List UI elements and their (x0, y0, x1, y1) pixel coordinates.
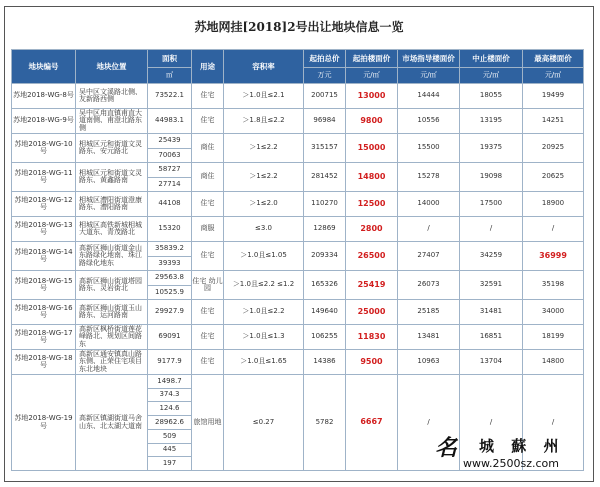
table-row (12, 300, 584, 325)
cell-guide: / (398, 375, 460, 471)
area-value: 25439 (148, 134, 191, 149)
header-area: 面积 (148, 50, 192, 68)
area-value: 28962.6 (148, 416, 191, 430)
cell-start-price: 11830 (346, 325, 398, 350)
unit-start-total: 万元 (304, 68, 346, 84)
cell-area (148, 217, 192, 242)
unit-mid: 元/㎡ (460, 68, 523, 84)
table-row (12, 217, 584, 242)
cell-far: ＞1.8且≤2.2 (224, 109, 304, 134)
cell-far: ＞1≤2.2 (224, 134, 304, 163)
cell-code: 苏地2018-WG-15号 (12, 271, 76, 300)
unit-guide: 元/㎡ (398, 68, 460, 84)
cell-start-total: 200715 (304, 84, 346, 109)
table-row (12, 163, 584, 192)
cell-guide: 15500 (398, 134, 460, 163)
cell-code: 苏地2018-WG-10号 (12, 134, 76, 163)
header-code: 地块编号 (12, 50, 76, 84)
area-value: 44983.1 (155, 116, 184, 125)
table-row (12, 350, 584, 375)
cell-start-price: 14800 (346, 163, 398, 192)
cell-mid: 19098 (460, 163, 523, 192)
cell-far: ＞1.0且≤2.2 (224, 300, 304, 325)
cell-use: 住宅 (192, 109, 224, 134)
cell-start-total: 106255 (304, 325, 346, 350)
cell-mid: / (460, 217, 523, 242)
cell-mid: 13195 (460, 109, 523, 134)
cell-use: 住宅 幼儿园 (192, 271, 224, 300)
cell-mid: 17500 (460, 192, 523, 217)
cell-guide: 10556 (398, 109, 460, 134)
watermark-name: 城 蘇 州 (479, 437, 565, 455)
cell-area (148, 350, 192, 375)
cell-code: 苏地2018-WG-14号 (12, 242, 76, 271)
cell-start-price: 26500 (346, 242, 398, 271)
cell-code: 苏地2018-WG-19号 (12, 375, 76, 471)
cell-max: 18900 (523, 192, 584, 217)
table-row (12, 271, 584, 300)
cell-start-total: 14386 (304, 350, 346, 375)
cell-use: 住宅 (192, 242, 224, 271)
area-value: 124.6 (148, 402, 191, 416)
area-value: 69091 (158, 332, 181, 341)
document-title: 苏地网挂[2018]2号出让地块信息一览 (194, 20, 404, 34)
cell-max: 14251 (523, 109, 584, 134)
cell-use: 住宅 (192, 325, 224, 350)
cell-use: 商住 (192, 134, 224, 163)
cell-use: 住宅 (192, 350, 224, 375)
cell-mid: 31481 (460, 300, 523, 325)
cell-start-total: 149640 (304, 300, 346, 325)
cell-area (148, 192, 192, 217)
cell-start-price: 6667 (346, 375, 398, 471)
cell-start-total: 281452 (304, 163, 346, 192)
cell-location: 相城区元和街道文灵路东、黄鑫路南 (76, 163, 148, 192)
cell-start-total: 96984 (304, 109, 346, 134)
cell-area (148, 84, 192, 109)
cell-max: 20625 (523, 163, 584, 192)
cell-start-price: 25419 (346, 271, 398, 300)
cell-guide: 15278 (398, 163, 460, 192)
cell-code: 苏地2018-WG-8号 (12, 84, 76, 109)
cell-location: 高新区狮山街道玉山路东、运河路南 (76, 300, 148, 325)
cell-use: 住宅 (192, 300, 224, 325)
cell-use: 住宅 (192, 192, 224, 217)
table-body (12, 84, 584, 471)
area-value: 1498.7 (148, 375, 191, 389)
header-start-price: 起拍楼面价 (346, 50, 398, 68)
unit-start-price: 元/㎡ (346, 68, 398, 84)
area-value: 27714 (158, 179, 181, 188)
cell-mid: 32591 (460, 271, 523, 300)
cell-location: 高新区狮山街道塔园路东、灵岩街北 (76, 271, 148, 300)
cell-start-price: 13000 (346, 84, 398, 109)
cell-max: 18199 (523, 325, 584, 350)
cell-mid: / (460, 375, 523, 471)
cell-mid: 18055 (460, 84, 523, 109)
cell-area (148, 300, 192, 325)
area-value: 509 (148, 430, 191, 444)
cell-start-total: 5782 (304, 375, 346, 471)
cell-code: 苏地2018-WG-11号 (12, 163, 76, 192)
area-value: 58727 (148, 163, 191, 178)
cell-mid: 13704 (460, 350, 523, 375)
cell-location: 相城区漕阳街道澄康路东、漕阳路南 (76, 192, 148, 217)
area-value: 44108 (158, 199, 181, 208)
header-max: 最高楼面价 (523, 50, 584, 68)
cell-use: 旅馆用地 (192, 375, 224, 471)
cell-start-total: 209334 (304, 242, 346, 271)
cell-far: ≤0.27 (224, 375, 304, 471)
cell-location: 高新区镇湖街道马舍山东、北太湖大道南 (76, 375, 148, 471)
cell-guide: 13481 (398, 325, 460, 350)
cell-start-price: 9500 (346, 350, 398, 375)
cell-far: ≤3.0 (224, 217, 304, 242)
cell-far: ＞1.0且≤1.05 (224, 242, 304, 271)
header-far: 容积率 (224, 50, 304, 84)
watermark-url: www.2500sz.com (463, 457, 559, 470)
cell-max: / (523, 217, 584, 242)
cell-location: 高新区枫桥街道莲花峰路北、规划区间路东 (76, 325, 148, 350)
header-guide: 市场指导楼面价 (398, 50, 460, 68)
cell-far: ＞1≤2.0 (224, 192, 304, 217)
area-value: 35839.2 (148, 242, 191, 257)
area-value: 374.3 (148, 389, 191, 403)
header-use: 用途 (192, 50, 224, 84)
cell-code: 苏地2018-WG-12号 (12, 192, 76, 217)
header-start-total: 起拍总价 (304, 50, 346, 68)
table-row (12, 134, 584, 163)
land-info-table (11, 49, 584, 471)
cell-guide: 26073 (398, 271, 460, 300)
header-location: 地块位置 (76, 50, 148, 84)
cell-max: 34000 (523, 300, 584, 325)
cell-area (148, 325, 192, 350)
cell-use: 商服 (192, 217, 224, 242)
cell-area (148, 109, 192, 134)
area-value: 70063 (158, 150, 181, 159)
cell-start-price: 9800 (346, 109, 398, 134)
document-frame (4, 6, 594, 482)
cell-guide: 14000 (398, 192, 460, 217)
table-row (12, 242, 584, 271)
cell-code: 苏地2018-WG-17号 (12, 325, 76, 350)
area-value: 9177.9 (157, 357, 182, 366)
cell-far: ＞1≤2.2 (224, 163, 304, 192)
cell-guide: 27407 (398, 242, 460, 271)
cell-start-price: 12500 (346, 192, 398, 217)
area-value: 10525.9 (155, 287, 184, 296)
cell-mid: 34259 (460, 242, 523, 271)
area-value: 445 (148, 444, 191, 458)
cell-code: 苏地2018-WG-9号 (12, 109, 76, 134)
area-value: 73522.1 (155, 91, 184, 100)
cell-start-price: 15000 (346, 134, 398, 163)
cell-use: 商住 (192, 163, 224, 192)
cell-mid: 19375 (460, 134, 523, 163)
area-value: 39393 (158, 258, 181, 267)
cell-max: / (523, 375, 584, 471)
table-row (12, 325, 584, 350)
cell-code: 苏地2018-WG-13号 (12, 217, 76, 242)
site-watermark (435, 431, 585, 475)
area-value: 197 (162, 459, 177, 467)
unit-area: ㎡ (148, 68, 192, 84)
cell-location: 相城区元和街道文灵路东、安元路北 (76, 134, 148, 163)
cell-far: ＞1.0且≤1.65 (224, 350, 304, 375)
cell-area (148, 134, 192, 163)
table-row (12, 84, 584, 109)
cell-guide: / (398, 217, 460, 242)
cell-far: ＞1.0且≤1.3 (224, 325, 304, 350)
cell-code: 苏地2018-WG-18号 (12, 350, 76, 375)
cell-start-price: 2800 (346, 217, 398, 242)
unit-max: 元/㎡ (523, 68, 584, 84)
cell-max: 36999 (523, 242, 584, 271)
cell-start-total: 165326 (304, 271, 346, 300)
cell-mid: 16851 (460, 325, 523, 350)
area-value: 15320 (158, 224, 181, 233)
cell-guide: 10963 (398, 350, 460, 375)
cell-location: 高新区通安镇真山路东侧、正荣住宅项目东北地块 (76, 350, 148, 375)
cell-location: 吴中区甪直镇甫直大道南侧、甫澄北路东侧 (76, 109, 148, 134)
cell-far: ＞1.0且≤2.2 ≤1.2 (224, 271, 304, 300)
cell-start-total: 110270 (304, 192, 346, 217)
cell-location: 相城区高铁新城相城大道东、青茂路北 (76, 217, 148, 242)
cell-start-total: 315157 (304, 134, 346, 163)
area-value: 29927.9 (155, 307, 184, 316)
cell-max: 19499 (523, 84, 584, 109)
table-row (12, 192, 584, 217)
watermark-logo-icon: 名 (435, 435, 458, 461)
cell-location: 高新区狮山街道金山东路绿化地南、珠江路绿化地东 (76, 242, 148, 271)
cell-max: 20925 (523, 134, 584, 163)
area-value: 29563.8 (148, 271, 191, 286)
header-mid: 中止楼面价 (460, 50, 523, 68)
cell-guide: 14444 (398, 84, 460, 109)
cell-area (148, 242, 192, 271)
cell-max: 14800 (523, 350, 584, 375)
cell-far: ＞1.0且≤2.1 (224, 84, 304, 109)
cell-location: 吴中区文溪路北侧、友新路西侧 (76, 84, 148, 109)
cell-area (148, 375, 192, 471)
cell-start-total: 12869 (304, 217, 346, 242)
cell-area (148, 271, 192, 300)
cell-code: 苏地2018-WG-16号 (12, 300, 76, 325)
cell-start-price: 25000 (346, 300, 398, 325)
table-row (12, 109, 584, 134)
cell-max: 35198 (523, 271, 584, 300)
cell-guide: 25185 (398, 300, 460, 325)
cell-use: 住宅 (192, 84, 224, 109)
cell-area (148, 163, 192, 192)
